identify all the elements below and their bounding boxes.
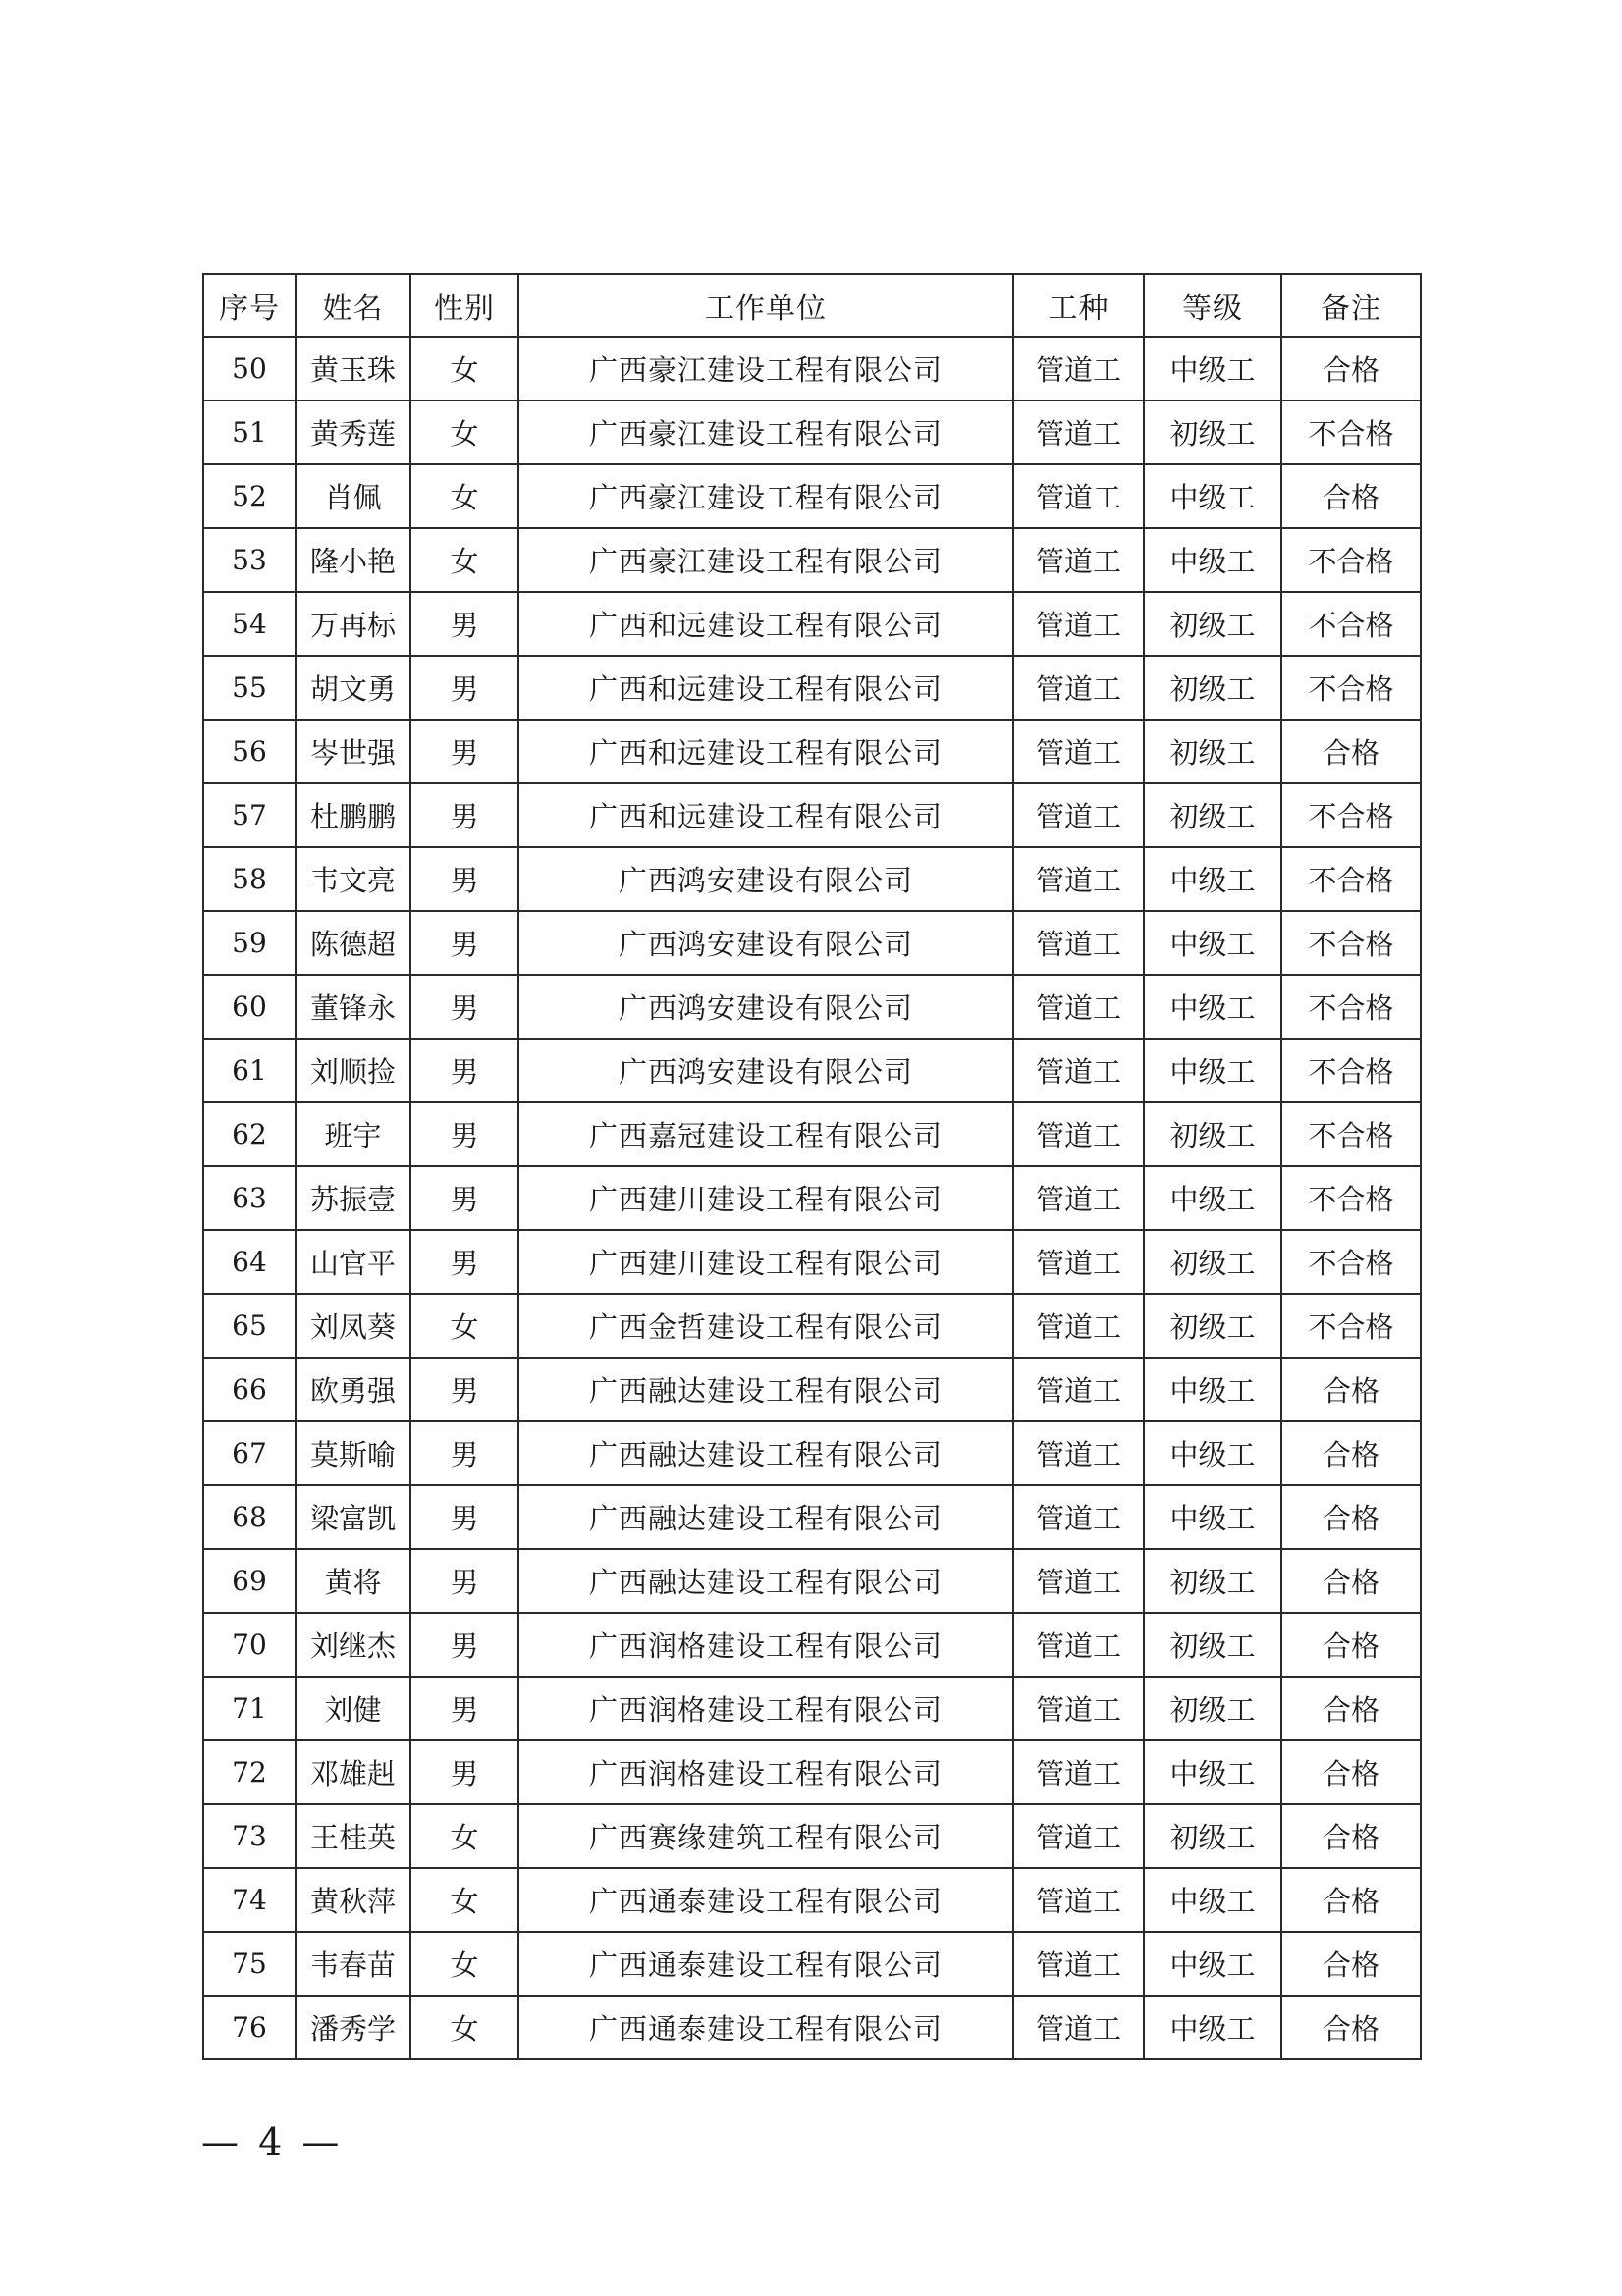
table-row — [203, 847, 1421, 911]
cell-name: 刘继杰 — [296, 1613, 410, 1677]
cell-trade: 管道工 — [1013, 847, 1144, 911]
cell-employer: 广西通泰建设工程有限公司 — [518, 1932, 1013, 1996]
cell-employer: 广西鸿安建设有限公司 — [518, 847, 1013, 911]
cell-gender: 男 — [410, 1485, 518, 1549]
cell-name: 山官平 — [296, 1230, 410, 1294]
cell-trade: 管道工 — [1013, 1421, 1144, 1485]
cell-gender: 男 — [410, 1613, 518, 1677]
cell-grade: 中级工 — [1144, 1868, 1281, 1932]
cell-grade: 初级工 — [1144, 592, 1281, 656]
cell-remark: 合格 — [1281, 1932, 1421, 1996]
cell-grade: 初级工 — [1144, 1230, 1281, 1294]
cell-employer: 广西和远建设工程有限公司 — [518, 592, 1013, 656]
cell-index: 60 — [203, 975, 296, 1039]
cell-name: 陈德超 — [296, 911, 410, 975]
cell-gender: 男 — [410, 592, 518, 656]
cell-employer: 广西豪江建设工程有限公司 — [518, 528, 1013, 592]
header-trade: 工种 — [1013, 274, 1144, 337]
cell-remark: 合格 — [1281, 1485, 1421, 1549]
cell-index: 73 — [203, 1804, 296, 1868]
cell-name: 岑世强 — [296, 720, 410, 783]
table-row — [203, 1868, 1421, 1932]
table-row — [203, 656, 1421, 720]
cell-employer: 广西和远建设工程有限公司 — [518, 656, 1013, 720]
cell-grade: 初级工 — [1144, 1294, 1281, 1358]
cell-trade: 管道工 — [1013, 720, 1144, 783]
cell-remark: 合格 — [1281, 1804, 1421, 1868]
header-remark: 备注 — [1281, 274, 1421, 337]
table-header — [203, 274, 1421, 337]
cell-grade: 初级工 — [1144, 1613, 1281, 1677]
cell-remark: 不合格 — [1281, 1166, 1421, 1230]
cell-employer: 广西金哲建设工程有限公司 — [518, 1294, 1013, 1358]
cell-name: 班宇 — [296, 1102, 410, 1166]
cell-index: 74 — [203, 1868, 296, 1932]
cell-grade: 中级工 — [1144, 975, 1281, 1039]
cell-employer: 广西嘉冠建设工程有限公司 — [518, 1102, 1013, 1166]
cell-index: 70 — [203, 1613, 296, 1677]
table-row — [203, 1677, 1421, 1740]
table-row — [203, 400, 1421, 464]
cell-name: 刘健 — [296, 1677, 410, 1740]
cell-grade: 初级工 — [1144, 400, 1281, 464]
cell-remark: 合格 — [1281, 1996, 1421, 2059]
cell-employer: 广西润格建设工程有限公司 — [518, 1677, 1013, 1740]
cell-remark: 不合格 — [1281, 400, 1421, 464]
cell-gender: 女 — [410, 1294, 518, 1358]
cell-index: 53 — [203, 528, 296, 592]
cell-grade: 初级工 — [1144, 720, 1281, 783]
cell-gender: 男 — [410, 1677, 518, 1740]
cell-grade: 中级工 — [1144, 1485, 1281, 1549]
cell-gender: 女 — [410, 464, 518, 528]
cell-trade: 管道工 — [1013, 975, 1144, 1039]
cell-gender: 女 — [410, 1804, 518, 1868]
cell-grade: 初级工 — [1144, 1804, 1281, 1868]
cell-gender: 男 — [410, 1358, 518, 1421]
cell-name: 黄秀莲 — [296, 400, 410, 464]
table-row — [203, 783, 1421, 847]
cell-remark: 合格 — [1281, 1868, 1421, 1932]
cell-trade: 管道工 — [1013, 1677, 1144, 1740]
table-row — [203, 1039, 1421, 1102]
cell-trade: 管道工 — [1013, 1549, 1144, 1613]
cell-employer: 广西鸿安建设有限公司 — [518, 975, 1013, 1039]
cell-index: 62 — [203, 1102, 296, 1166]
cell-remark: 合格 — [1281, 1358, 1421, 1421]
cell-grade: 中级工 — [1144, 1932, 1281, 1996]
cell-name: 黄秋萍 — [296, 1868, 410, 1932]
table-row — [203, 1804, 1421, 1868]
cell-trade: 管道工 — [1013, 656, 1144, 720]
cell-employer: 广西赛缘建筑工程有限公司 — [518, 1804, 1013, 1868]
cell-index: 51 — [203, 400, 296, 464]
cell-remark: 不合格 — [1281, 975, 1421, 1039]
cell-remark: 合格 — [1281, 1740, 1421, 1804]
cell-gender: 男 — [410, 975, 518, 1039]
cell-trade: 管道工 — [1013, 592, 1144, 656]
cell-index: 71 — [203, 1677, 296, 1740]
table-row — [203, 720, 1421, 783]
page-number: — 4 — — [201, 2120, 344, 2163]
cell-name: 梁富凯 — [296, 1485, 410, 1549]
cell-grade: 初级工 — [1144, 1677, 1281, 1740]
cell-trade: 管道工 — [1013, 400, 1144, 464]
cell-name: 刘凤葵 — [296, 1294, 410, 1358]
cell-remark: 不合格 — [1281, 1039, 1421, 1102]
table-row — [203, 1613, 1421, 1677]
cell-gender: 男 — [410, 1740, 518, 1804]
cell-employer: 广西和远建设工程有限公司 — [518, 783, 1013, 847]
cell-remark: 合格 — [1281, 464, 1421, 528]
cell-name: 刘顺捡 — [296, 1039, 410, 1102]
header-grade: 等级 — [1144, 274, 1281, 337]
cell-employer: 广西豪江建设工程有限公司 — [518, 464, 1013, 528]
cell-grade: 中级工 — [1144, 1421, 1281, 1485]
cell-index: 58 — [203, 847, 296, 911]
cell-employer: 广西和远建设工程有限公司 — [518, 720, 1013, 783]
cell-name: 苏振壹 — [296, 1166, 410, 1230]
cell-name: 韦春苗 — [296, 1932, 410, 1996]
cell-trade: 管道工 — [1013, 1039, 1144, 1102]
cell-remark: 不合格 — [1281, 1102, 1421, 1166]
table-row — [203, 1166, 1421, 1230]
cell-index: 72 — [203, 1740, 296, 1804]
table-row — [203, 975, 1421, 1039]
cell-trade: 管道工 — [1013, 1294, 1144, 1358]
table-row — [203, 1294, 1421, 1358]
table-row — [203, 1102, 1421, 1166]
table-row — [203, 1740, 1421, 1804]
cell-gender: 男 — [410, 783, 518, 847]
header-row — [203, 274, 1421, 337]
table-row — [203, 1932, 1421, 1996]
cell-index: 65 — [203, 1294, 296, 1358]
cell-grade: 中级工 — [1144, 911, 1281, 975]
cell-index: 75 — [203, 1932, 296, 1996]
cell-remark: 不合格 — [1281, 783, 1421, 847]
cell-name: 潘秀学 — [296, 1996, 410, 2059]
results-table — [202, 273, 1422, 2060]
cell-trade: 管道工 — [1013, 464, 1144, 528]
cell-index: 63 — [203, 1166, 296, 1230]
cell-employer: 广西润格建设工程有限公司 — [518, 1740, 1013, 1804]
cell-gender: 男 — [410, 1166, 518, 1230]
cell-remark: 不合格 — [1281, 911, 1421, 975]
cell-grade: 中级工 — [1144, 337, 1281, 400]
cell-grade: 中级工 — [1144, 1039, 1281, 1102]
cell-trade: 管道工 — [1013, 1230, 1144, 1294]
cell-grade: 中级工 — [1144, 464, 1281, 528]
cell-index: 57 — [203, 783, 296, 847]
cell-gender: 女 — [410, 1868, 518, 1932]
table-row — [203, 911, 1421, 975]
cell-remark: 合格 — [1281, 1613, 1421, 1677]
cell-trade: 管道工 — [1013, 528, 1144, 592]
table-row — [203, 1485, 1421, 1549]
cell-name: 欧勇强 — [296, 1358, 410, 1421]
cell-index: 68 — [203, 1485, 296, 1549]
cell-employer: 广西融达建设工程有限公司 — [518, 1421, 1013, 1485]
cell-employer: 广西融达建设工程有限公司 — [518, 1549, 1013, 1613]
cell-gender: 女 — [410, 337, 518, 400]
cell-grade: 中级工 — [1144, 1358, 1281, 1421]
cell-employer: 广西豪江建设工程有限公司 — [518, 400, 1013, 464]
cell-employer: 广西融达建设工程有限公司 — [518, 1358, 1013, 1421]
cell-gender: 女 — [410, 1932, 518, 1996]
cell-grade: 中级工 — [1144, 1166, 1281, 1230]
cell-name: 韦文亮 — [296, 847, 410, 911]
table-row — [203, 592, 1421, 656]
cell-gender: 女 — [410, 400, 518, 464]
table-body — [203, 337, 1421, 2059]
cell-trade: 管道工 — [1013, 1996, 1144, 2059]
header-index: 序号 — [203, 274, 296, 337]
cell-remark: 不合格 — [1281, 1230, 1421, 1294]
cell-employer: 广西通泰建设工程有限公司 — [518, 1996, 1013, 2059]
cell-employer: 广西建川建设工程有限公司 — [518, 1166, 1013, 1230]
cell-remark: 合格 — [1281, 1677, 1421, 1740]
cell-index: 55 — [203, 656, 296, 720]
table-row — [203, 1421, 1421, 1485]
cell-grade: 中级工 — [1144, 1740, 1281, 1804]
cell-remark: 合格 — [1281, 1421, 1421, 1485]
cell-remark: 合格 — [1281, 720, 1421, 783]
cell-grade: 初级工 — [1144, 1549, 1281, 1613]
cell-trade: 管道工 — [1013, 1868, 1144, 1932]
cell-gender: 男 — [410, 720, 518, 783]
cell-employer: 广西融达建设工程有限公司 — [518, 1485, 1013, 1549]
cell-name: 隆小艳 — [296, 528, 410, 592]
cell-index: 61 — [203, 1039, 296, 1102]
cell-index: 56 — [203, 720, 296, 783]
cell-gender: 男 — [410, 1102, 518, 1166]
cell-trade: 管道工 — [1013, 1932, 1144, 1996]
table-row — [203, 1549, 1421, 1613]
cell-trade: 管道工 — [1013, 783, 1144, 847]
table-row — [203, 1230, 1421, 1294]
header-name: 姓名 — [296, 274, 410, 337]
cell-name: 杜鹏鹏 — [296, 783, 410, 847]
cell-grade: 初级工 — [1144, 1102, 1281, 1166]
cell-trade: 管道工 — [1013, 337, 1144, 400]
cell-index: 76 — [203, 1996, 296, 2059]
cell-index: 54 — [203, 592, 296, 656]
cell-index: 59 — [203, 911, 296, 975]
cell-name: 黄将 — [296, 1549, 410, 1613]
cell-grade: 中级工 — [1144, 1996, 1281, 2059]
cell-remark: 不合格 — [1281, 528, 1421, 592]
cell-trade: 管道工 — [1013, 1804, 1144, 1868]
cell-gender: 男 — [410, 1230, 518, 1294]
cell-name: 董锋永 — [296, 975, 410, 1039]
cell-remark: 不合格 — [1281, 1294, 1421, 1358]
cell-gender: 男 — [410, 911, 518, 975]
cell-index: 52 — [203, 464, 296, 528]
cell-trade: 管道工 — [1013, 911, 1144, 975]
header-gender: 性别 — [410, 274, 518, 337]
cell-grade: 中级工 — [1144, 847, 1281, 911]
cell-index: 66 — [203, 1358, 296, 1421]
cell-index: 64 — [203, 1230, 296, 1294]
cell-name: 王桂英 — [296, 1804, 410, 1868]
cell-name: 莫斯喻 — [296, 1421, 410, 1485]
table-row — [203, 528, 1421, 592]
cell-employer: 广西润格建设工程有限公司 — [518, 1613, 1013, 1677]
cell-grade: 初级工 — [1144, 783, 1281, 847]
cell-index: 67 — [203, 1421, 296, 1485]
cell-employer: 广西建川建设工程有限公司 — [518, 1230, 1013, 1294]
cell-trade: 管道工 — [1013, 1740, 1144, 1804]
cell-name: 邓雄赳 — [296, 1740, 410, 1804]
header-employer: 工作单位 — [518, 274, 1013, 337]
cell-grade: 初级工 — [1144, 656, 1281, 720]
cell-trade: 管道工 — [1013, 1613, 1144, 1677]
table-row — [203, 464, 1421, 528]
cell-name: 黄玉珠 — [296, 337, 410, 400]
cell-trade: 管道工 — [1013, 1166, 1144, 1230]
cell-gender: 男 — [410, 1039, 518, 1102]
cell-gender: 男 — [410, 1421, 518, 1485]
cell-remark: 合格 — [1281, 1549, 1421, 1613]
cell-name: 胡文勇 — [296, 656, 410, 720]
table-row — [203, 1996, 1421, 2059]
cell-employer: 广西通泰建设工程有限公司 — [518, 1868, 1013, 1932]
cell-gender: 女 — [410, 528, 518, 592]
cell-index: 50 — [203, 337, 296, 400]
cell-remark: 合格 — [1281, 337, 1421, 400]
cell-gender: 男 — [410, 1549, 518, 1613]
cell-remark: 不合格 — [1281, 656, 1421, 720]
cell-remark: 不合格 — [1281, 592, 1421, 656]
cell-grade: 中级工 — [1144, 528, 1281, 592]
cell-gender: 女 — [410, 1996, 518, 2059]
cell-trade: 管道工 — [1013, 1358, 1144, 1421]
table-row — [203, 1358, 1421, 1421]
cell-trade: 管道工 — [1013, 1102, 1144, 1166]
cell-trade: 管道工 — [1013, 1485, 1144, 1549]
cell-name: 万再标 — [296, 592, 410, 656]
cell-remark: 不合格 — [1281, 847, 1421, 911]
cell-employer: 广西鸿安建设有限公司 — [518, 1039, 1013, 1102]
cell-name: 肖佩 — [296, 464, 410, 528]
cell-employer: 广西豪江建设工程有限公司 — [518, 337, 1013, 400]
cell-gender: 男 — [410, 847, 518, 911]
cell-index: 69 — [203, 1549, 296, 1613]
cell-employer: 广西鸿安建设有限公司 — [518, 911, 1013, 975]
table-row — [203, 337, 1421, 400]
cell-gender: 男 — [410, 656, 518, 720]
